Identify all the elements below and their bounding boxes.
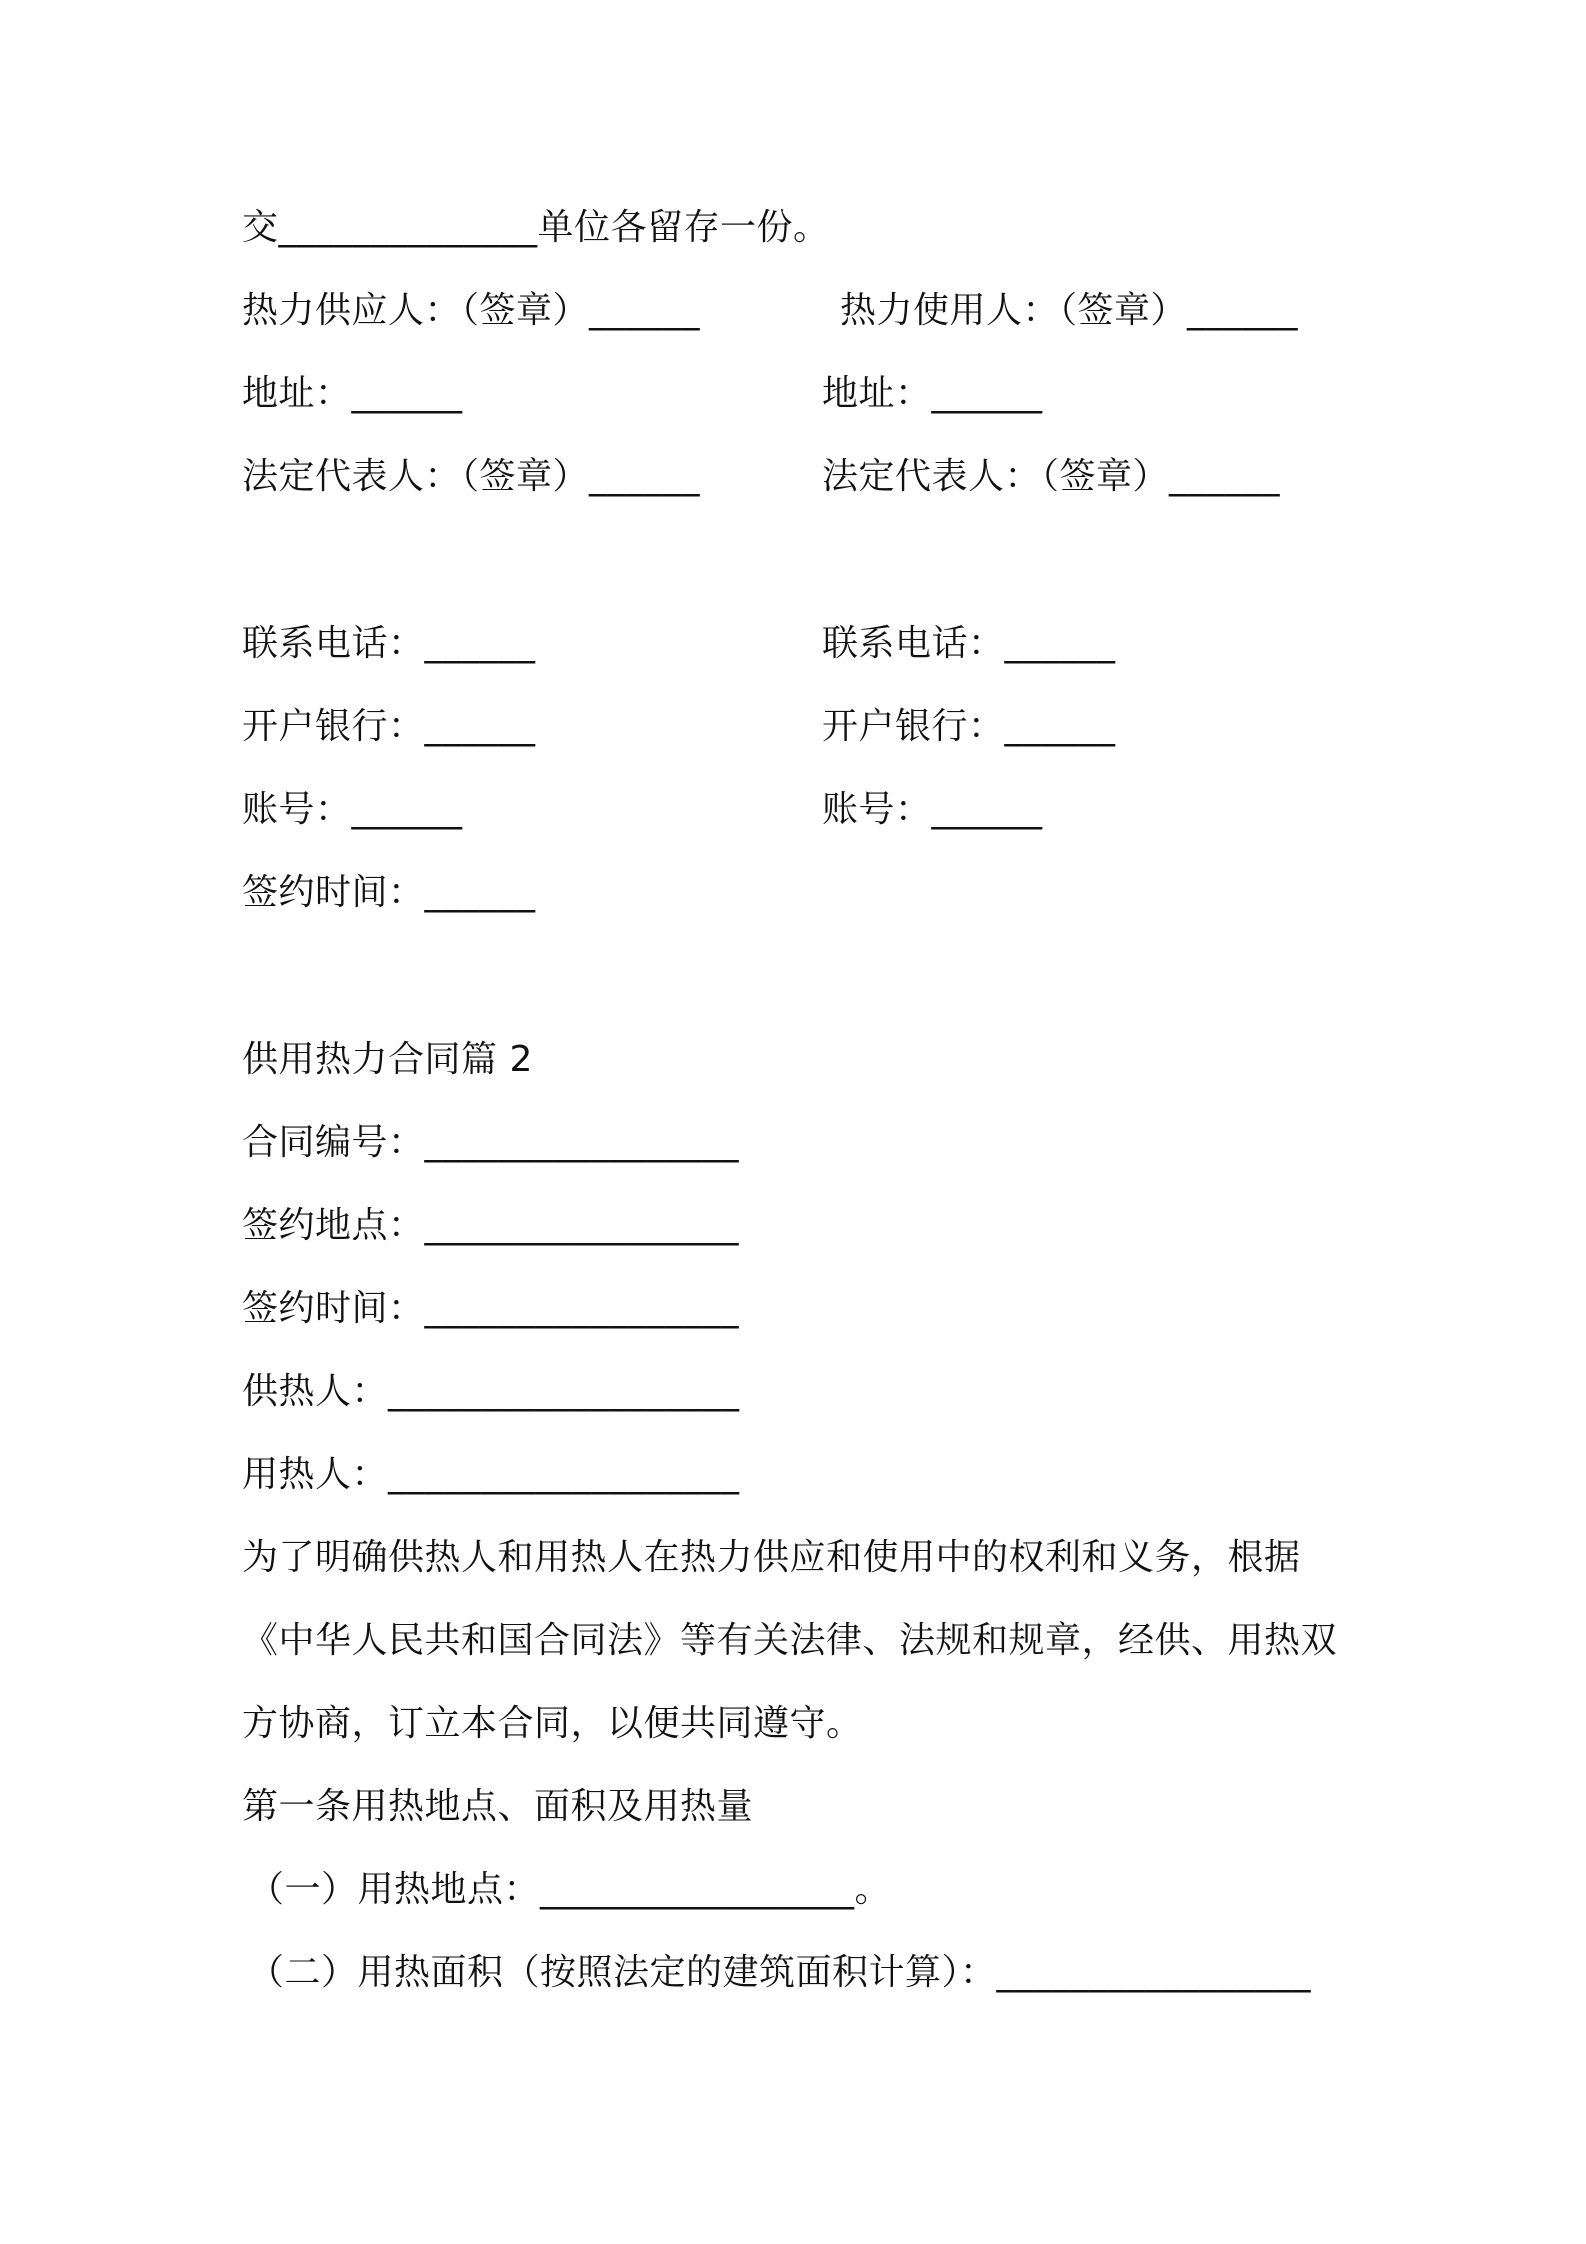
section-title: 供用热力合同篇 2 bbox=[242, 1039, 533, 1080]
preamble-line-1: 为了明确供热人和用热人在热力供应和使用中的权利和义务，根据 bbox=[242, 1537, 1301, 1578]
user-legal-rep: 法定代表人：（签章）______ bbox=[822, 456, 1281, 497]
supplier-legal-rep: 法定代表人：（签章）______ bbox=[242, 456, 701, 497]
user-bank: 开户银行：______ bbox=[822, 706, 1116, 747]
sign-date: 签约时间：______ bbox=[242, 872, 536, 913]
article-1-item-2: （二）用热面积（按照法定的建筑面积计算）：_________________ bbox=[248, 1952, 1312, 1993]
heat-user-field: 用热人：___________________ bbox=[242, 1454, 740, 1495]
contract-number-field: 合同编号：_________________ bbox=[242, 1122, 740, 1163]
preamble-line-3: 方协商，订立本合同，以便共同遵守。 bbox=[242, 1703, 863, 1744]
sign-time-field: 签约时间：_________________ bbox=[242, 1288, 740, 1329]
user-account: 账号：______ bbox=[822, 789, 1043, 830]
user-address: 地址：______ bbox=[822, 373, 1043, 414]
user-signature: 热力使用人：（签章）______ bbox=[840, 290, 1299, 331]
preamble-line-2: 《中华人民共和国合同法》等有关法律、法规和规章，经供、用热双 bbox=[242, 1620, 1338, 1661]
supplier-bank: 开户银行：______ bbox=[242, 706, 536, 747]
supplier-phone: 联系电话：______ bbox=[242, 623, 536, 664]
article-1-title: 第一条用热地点、面积及用热量 bbox=[242, 1786, 754, 1827]
heat-supplier-field: 供热人：___________________ bbox=[242, 1371, 740, 1412]
supplier-account: 账号：______ bbox=[242, 789, 463, 830]
user-phone: 联系电话：______ bbox=[822, 623, 1116, 664]
copies-line: 交______________单位各留存一份。 bbox=[242, 207, 830, 248]
supplier-signature: 热力供应人：（签章）______ bbox=[242, 290, 701, 331]
supplier-address: 地址：______ bbox=[242, 373, 463, 414]
sign-place-field: 签约地点：_________________ bbox=[242, 1205, 740, 1246]
article-1-item-1: （一）用热地点：_________________。 bbox=[248, 1869, 892, 1910]
